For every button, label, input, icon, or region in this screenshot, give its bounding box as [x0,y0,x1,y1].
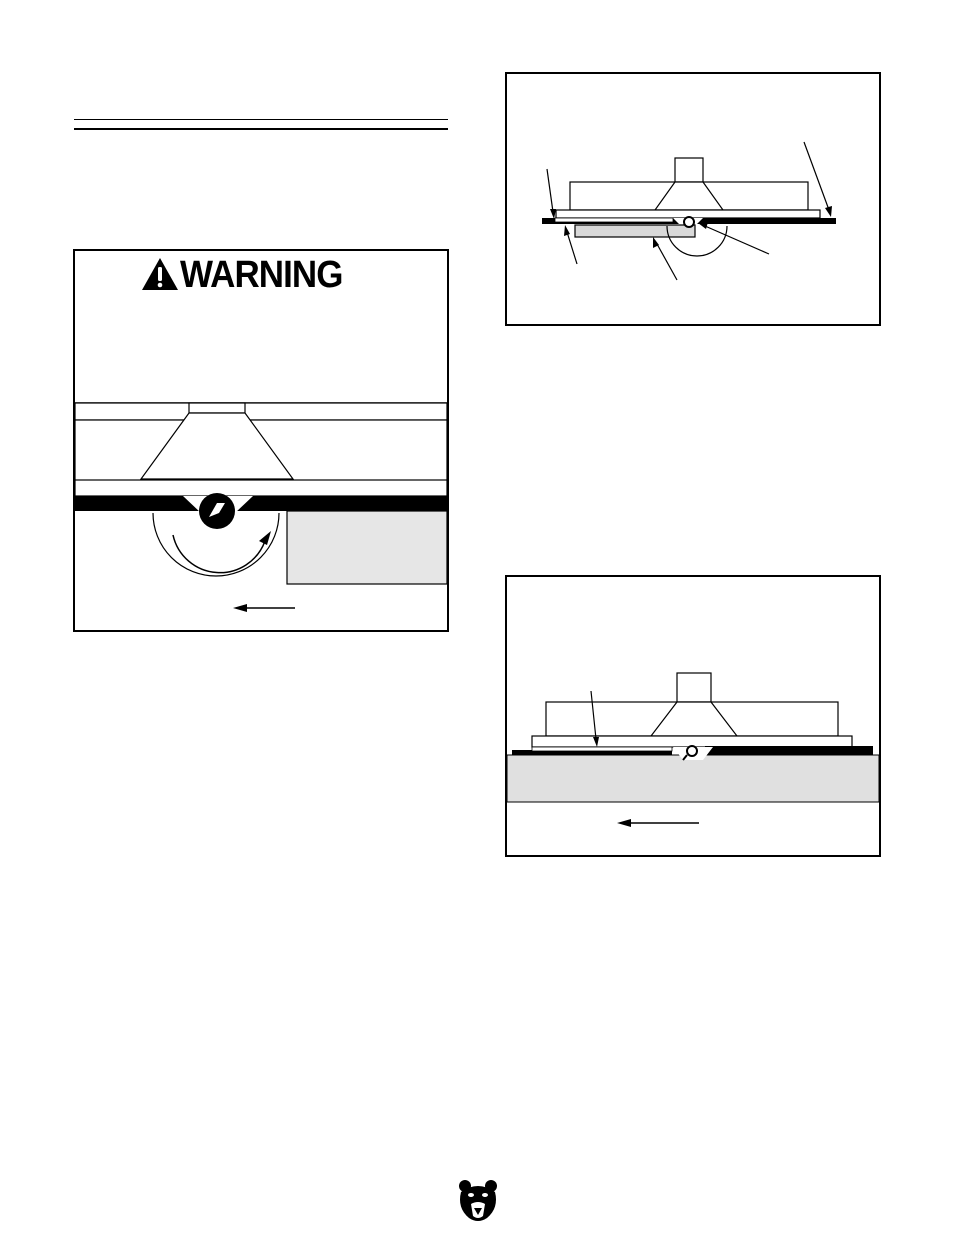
callout-line-left-top [547,169,553,212]
fence-alignment-illustration [507,74,879,324]
callout-line-center [657,244,677,280]
warning-box [73,249,449,632]
fence-face [555,218,673,222]
rotation-arrow [173,535,265,573]
workpiece [575,225,695,237]
callout-arrow-left-bottom [564,225,570,236]
figure-bottom-right [505,575,881,857]
callout-arrow-left-top [550,209,556,219]
cutter-rotation-illustration [75,251,447,630]
section-rule-bottom [74,128,448,130]
fence-face [532,747,672,751]
workpiece [287,511,447,584]
bearing-ring [687,746,697,756]
workpiece [507,755,879,802]
warning-title: WARNING [180,254,343,296]
base-plate [75,496,447,511]
callout-arrow-right-bottom [698,222,708,229]
spindle-top [675,158,703,182]
spindle-top [189,403,245,413]
warning-triangle-icon [141,257,179,291]
base-plate-right [705,746,873,755]
callout-arrow-right-top [825,206,832,217]
section-rule-top [74,119,448,120]
bearing-ring [684,217,694,227]
fence-plate [75,403,447,420]
offset-fence-illustration [507,577,879,855]
figure-top-right [505,72,881,326]
rotation-arrow-head [259,531,271,545]
spindle-top [677,673,711,702]
table-surface [75,480,447,496]
bear-head-logo-icon [457,1178,499,1224]
feed-arrow-head [233,604,247,612]
feed-arrow-head [617,819,631,827]
